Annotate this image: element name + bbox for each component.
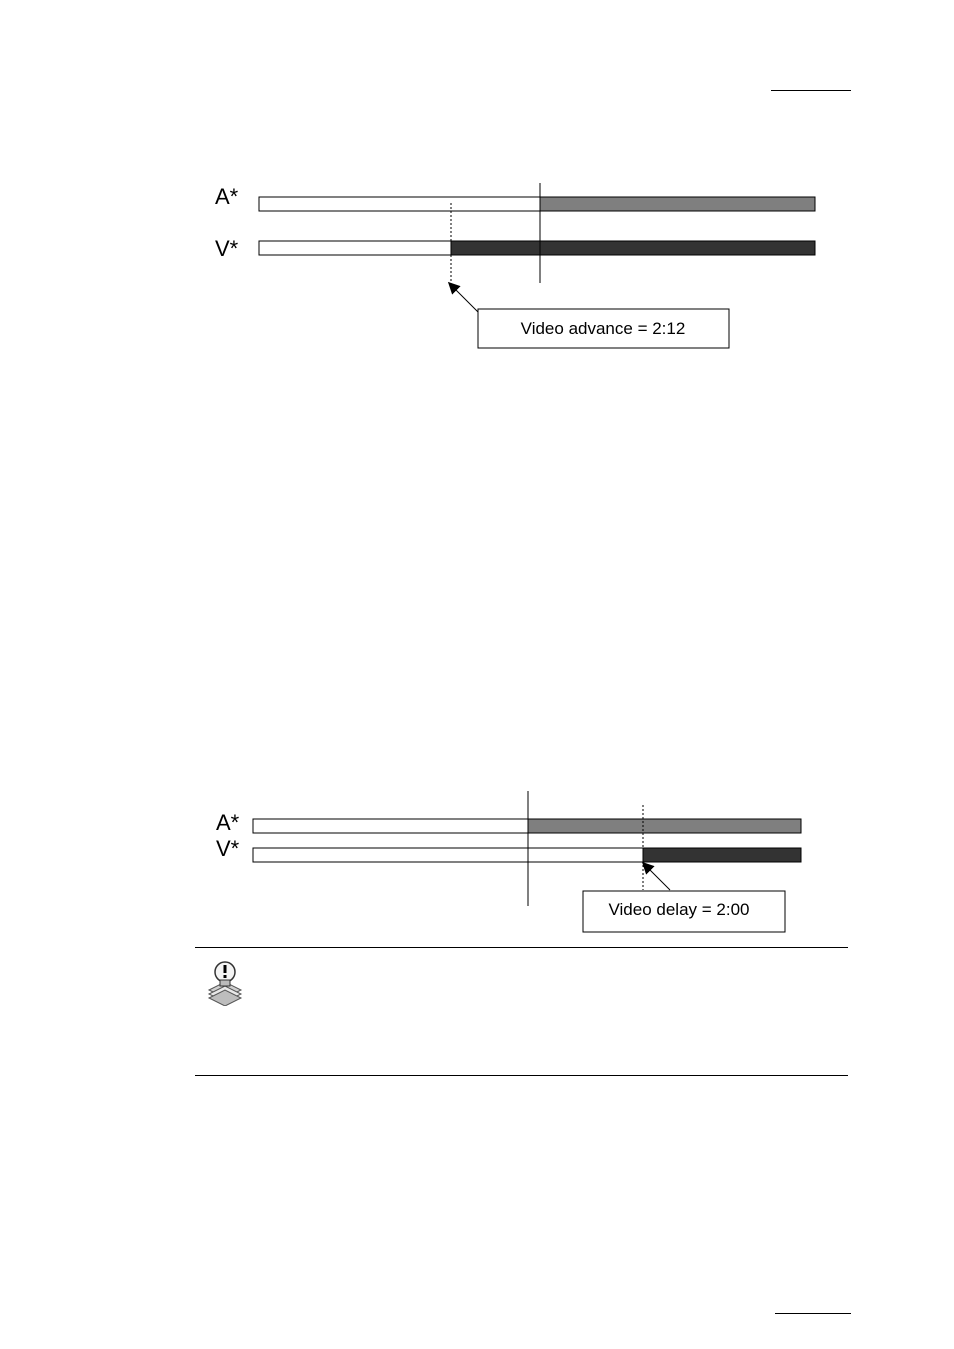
video-track-fill (643, 848, 801, 862)
note-bottom-rule (195, 1075, 848, 1076)
callout-arrow (649, 869, 670, 890)
note-lightbulb-icon (205, 960, 245, 1006)
note-top-rule (195, 947, 848, 948)
audio-track-label: A* (215, 184, 239, 209)
audio-track-label: A* (216, 810, 240, 835)
callout-text: Video advance = 2:12 (520, 319, 686, 338)
audio-track-empty (253, 819, 528, 833)
video-track-label: V* (215, 236, 239, 261)
callout-text: Video delay = 2:00 (608, 900, 750, 919)
audio-track-fill (528, 819, 801, 833)
video-track-empty (253, 848, 643, 862)
video-track-label: V* (216, 836, 240, 861)
footer-rule (775, 1313, 851, 1314)
